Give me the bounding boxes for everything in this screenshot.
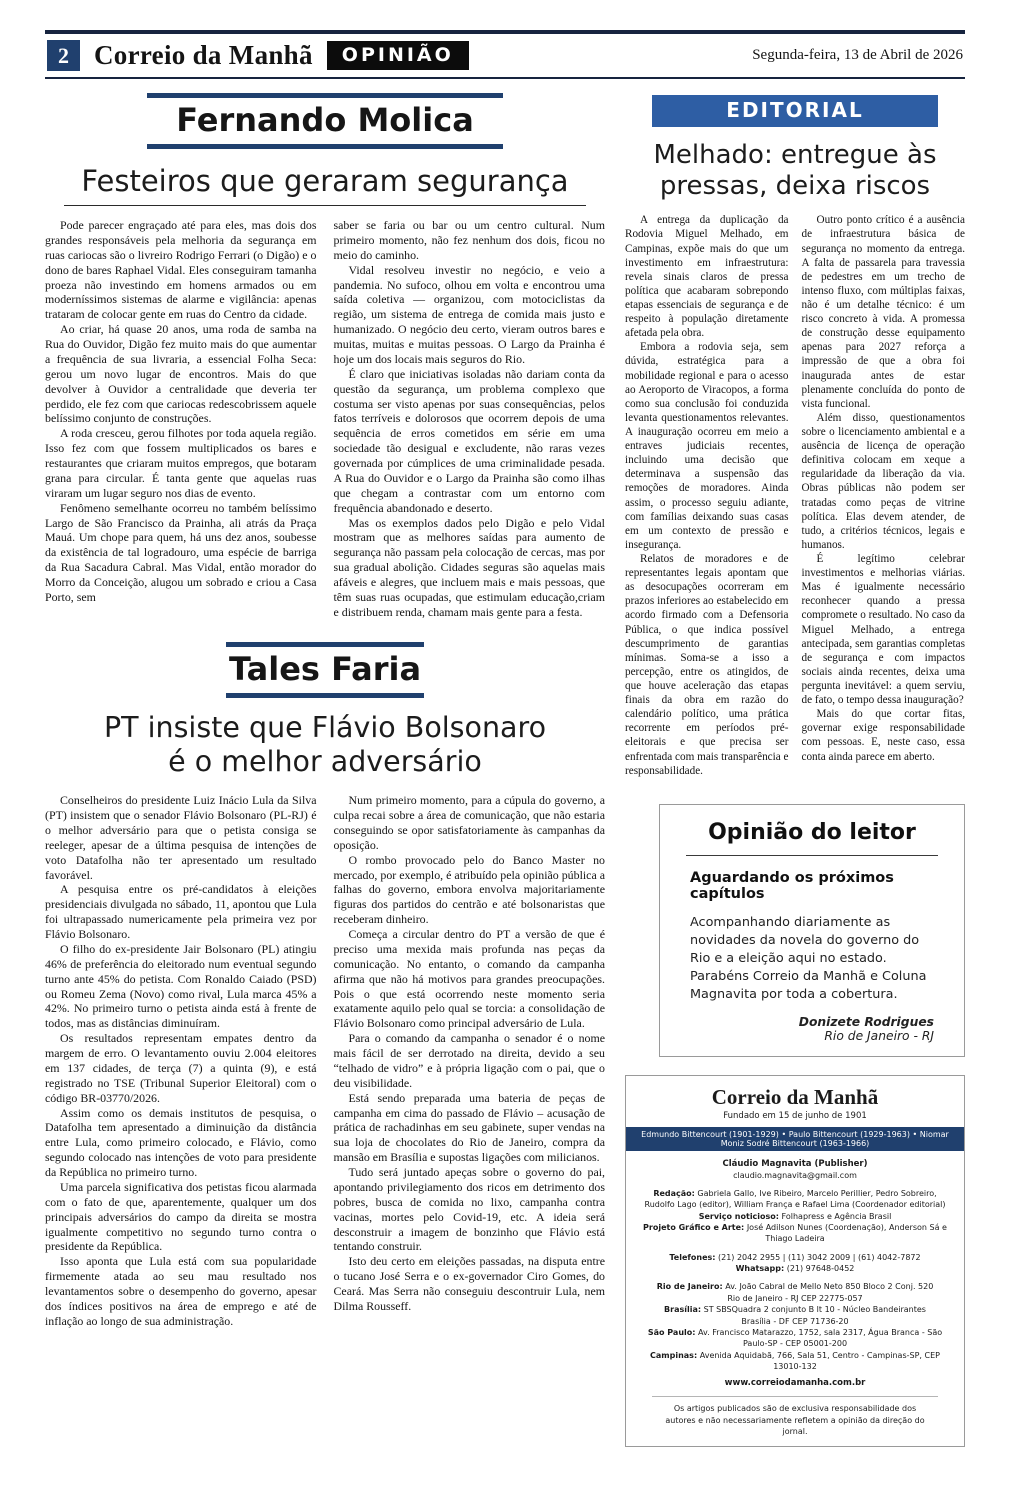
paragraph: Ao criar, há quase 20 anos, uma roda de samba na Rua do Ouvidor, Digão fez muito mais do que aumentar a frequência de sua livraria, a essencial Folha Seca: gerou um novo lugar de encontros. Mais do que devolver à Ouvidor a centralidade que deveria ter perdido, ele fez com que cariocas redescobrissem aquele belíssimo conjunto de construções. [45, 322, 317, 426]
molica-headline: Festeiros que geraram segurança [81, 164, 569, 198]
author-name-molica: Fernando Molica [176, 101, 474, 139]
molica-column-2 [334, 218, 606, 620]
editorial-column-1 [625, 213, 789, 777]
reader-letter-body: Acompanhando diariamente as novidades da novela do governo do Rio e a eleição aqui no estado. Parabéns Correio da Manhã e Coluna Magnavita por toda a cobertura. [690, 914, 927, 1003]
headline-underline [64, 205, 586, 206]
whatsapp-number: (21) 97648-0452 [786, 1264, 855, 1274]
rio-address-line [642, 1281, 948, 1292]
paragraph: O filho do ex-presidente Jair Bolsonaro (PL) atingiu 46% de preferência do eleitorado num eventual segundo turno ante 45% do petista. Com Ronaldo Caiado (PSD) ou Romeu Zema (Novo) como rival, Lula marca 45% a 42%. No primeiro turno o petista ainda está à frente de todos, mas as distâncias diminuíram. [45, 941, 317, 1031]
page-header [45, 30, 965, 79]
rio-address: Av. João Cabral de Mello Neto 850 Bloco 2 Conj. 520 [725, 1282, 934, 1292]
brasilia-address-line2: Brasília - DF CEP 71736-20 [741, 1316, 849, 1326]
paragraph: Conselheiros do presidente Luiz Inácio Lula da Silva (PT) insistem que o senador Flávio Bolsonaro (PL-RJ) é o melhor adversário para que o petista consiga se reeleger, apesar de a última pesquisa de intenções de voto Datafolha não ter apresentado um resultado favorável. [45, 793, 317, 882]
editorial-headline [625, 140, 965, 201]
paragraph: Começa a circular dentro do PT a versão de que é preciso uma mexida mais profunda nas peças da comunicação. No entanto, o comando da campanha afirma que não há motivos para grandes preocupações. Pois o que está ocorrendo neste momento seria exatamente aquilo pelo qual se torcia: a consolidação de Flávio Bolsonaro como principal adversário de Lula. [333, 927, 605, 1031]
servico-label: Serviço noticioso: [698, 1211, 779, 1221]
publisher-name: Cláudio Magnavita (Publisher) [722, 1158, 868, 1169]
paragraph: Relatos de moradores e de representantes legais apontam que as desocupações ocorreram em prazos inferiores ao estabelecido em acordo firmado com a Defensoria Pública, o que indica possível descumprimento de garantias mínimas. Soma-se a isso a percepção, entre os atingidos, de que houve aceleração das etapas finais da obra em razão do calendário político, uma prática recorrente em períodos pré-eleitorais e que precisa ser enfrentada com mais transparência e responsabilidade. [625, 552, 789, 777]
masthead-publisher-group [626, 1158, 964, 1181]
paragraph: Vidal resolveu investir no negócio, e veio a pandemia. No sufoco, olhou em volta e encontrou uma saída coletiva — organizou, com motociclistas da região, um sistema de entrega de comida mais justo e humanizado. O negócio deu certo, vieram outros bares e muitas, muitas e muitas pessoas. O Largo da Prainha é hoje um dos locais mais seguros do Rio. [333, 262, 605, 366]
paragraph: Isto deu certo em eleições passadas, na disputa entre o tucano José Serra e o ex-governador Ciro Gomes, do Ceará. Mas Serra não conseguiu descontruir Lula, nem Dilma Rousseff. [333, 1254, 605, 1313]
redacao-label: Redação: [653, 1188, 695, 1198]
paragraph: Assim como os demais institutos de pesquisa, o Datafolha tem apresentado a diminuição da distância entre Lula, como primeiro colocado, e Flávio, como segundo colocado nas intenções de voto para presidente da República no primeiro turno. [45, 1105, 317, 1180]
servico-line [642, 1211, 948, 1222]
paragraph: É claro que iniciativas isoladas não dariam conta da questão da segurança, um problema complexo que costuma ser visto apenas por suas consequências, pelos fatos terríveis e dolorosos que ocorrem depois de uma sequência de erros cometidos em série em uma sociedade tão desigual e excludente, não raras vezes governada por cúmplices de uma criminalidade pesada. A Rua do Ouvidor e o Largo da Prainha são como ilhas que chegam a contrastar com um entorno com frequência abandonado e deserto. [333, 366, 605, 515]
campinas-address-line [642, 1350, 948, 1373]
paragraph: Embora a rodovia seja, sem dúvida, estratégica para a mobilidade regional e para o acesso ao Aeroporto de Viracopos, a forma como sua conclusão foi conduzida levanta questionamentos relevantes. A inauguração ocorreu em meio a entraves judiciais recentes, incluindo uma decisão que determinava a suspensão das remoções de moradores. Ainda assim, o processo seguiu adiante, com famílias deixando suas casas em um contexto de pressão e insegurança. [625, 341, 789, 551]
paragraph: A pesquisa entre os pré-candidatos à eleições presidenciais divulgada no sábado, 11, apontou que Lula foi ultrapassado numericamente pela primeira vez por Flávio Bolsonaro. [45, 882, 317, 942]
reader-opinion-box [659, 804, 965, 1057]
masthead-disclaimer: Os artigos publicados são de exclusiva responsabilidade dos autores e não necessariamente refletem a opinião da direção do jornal. [652, 1396, 938, 1446]
editorial-column-2 [802, 213, 966, 777]
telefones-label: Telefones: [669, 1252, 716, 1262]
rio-label: Rio de Janeiro: [656, 1282, 723, 1292]
tales-headline-line1: PT insiste que Flávio Bolsonaro [103, 710, 547, 744]
reader-opinion-title: Opinião do leitor [686, 820, 938, 856]
masthead-box [625, 1075, 965, 1447]
tales-column-2 [334, 793, 606, 1329]
paragraph: Mais do que cortar fitas, governar exige responsabilidade com pessoas. E, neste caso, essa conta ainda parece em aberto. [801, 708, 965, 763]
projeto-label: Projeto Gráfico e Arte: [643, 1223, 745, 1232]
masthead-contacts-group [626, 1252, 964, 1275]
masthead-founders-bar: Edmundo Bittencourt (1901-1929) • Paulo Bittencourt (1929-1963) • Niomar Moniz Sodré Bittencourt (1963-1966) [626, 1127, 964, 1151]
sp-address-line [642, 1327, 948, 1350]
paragraph: Fenômeno semelhante ocorreu no também belíssimo Largo de São Francisco da Prainha, ali atrás da Praça Mauá. Um chope para quem, há uns dez anos, soubesse da existência de tal logradouro, uma espécie de barriga da Rua Sacadura Cabral. Mas Vidal, então morador do Morro da Conceição, alugou um sobrado e criou a Casa Porto, sem [45, 500, 317, 604]
paragraph: Mas os exemplos dados pelo Digão e pelo Vidal mostram que as melhores saídas para aumento de segurança não passam pela colocação de cercas, mas por sua gradual abolição. Cidades seguras são aquelas mais afáveis e alegres, que incluem mais e mais pessoas, que têm suas ruas ocupadas, que estimulam educação,criam e distribuem renda, chamam mais gente para a festa. [333, 515, 605, 619]
brasilia-label: Brasília: [664, 1305, 702, 1315]
paragraph: Está sendo preparada uma bateria de peças de campanha em cima do passado de Flávio – acusação de prática de rachadinhas em seu gabinete, super vendas na sua loja de chocolates do Rio de Janeiro, compra da mansão em Brasília e supostas ligações com milicianos. [333, 1090, 605, 1165]
campinas-address: Avenida Aquidabã, 766, Sala 51, Centro - Campinas-SP, CEP 13010-132 [699, 1350, 940, 1371]
author-name-tales: Tales Faria [228, 649, 422, 688]
redacao-line [642, 1188, 948, 1211]
rio-address-line2: Rio de Janeiro - RJ CEP 22775-057 [727, 1293, 863, 1303]
paragraph: Os resultados representam empates dentro da margem de erro. O levantamento ouviu 2.004 eleitores em 137 cidades, de terça (7) a quinta (9), e está registrado no TSE (Tribunal Superior Eleitoral) com o código BR-03770/2026. [45, 1031, 317, 1105]
edition-date: Segunda-feira, 13 de Abril de 2026 [752, 47, 963, 63]
paragraph: Num primeiro momento, para a cúpula do governo, a culpa recai sobre a área de comunicação, que não estaria conseguindo se opor satisfatoriamente às campanhas da oposição. [333, 793, 605, 852]
molica-author-block [45, 93, 605, 149]
page-number: 2 [47, 40, 80, 71]
campinas-label: Campinas: [650, 1350, 698, 1360]
tales-headline [45, 711, 605, 781]
author-rule-bottom [226, 693, 424, 698]
page-content [45, 93, 965, 1447]
whatsapp-label: Whatsapp: [735, 1264, 785, 1274]
masthead-addresses-group [626, 1281, 964, 1388]
servico-names: Folhapress e Agência Brasil [781, 1211, 892, 1221]
telefones-numbers: (21) 2042 2955 | (11) 3042 2009 | (61) 4042-7872 [718, 1252, 921, 1262]
molica-article [45, 218, 605, 620]
paragraph: Pode parecer engraçado até para eles, mas dois dos grandes responsáveis pela melhoria da segurança em ruas cariocas são o livreiro Rodrigo Ferrari (o Digão) e o dono de bares Raphael Vidal. Eles conseguiram tamanha proeza não investindo em homens armados ou em moderníssimos sistemas de alarme e vigilância: apenas trataram de colocar gente em ruas do Centro da cidade. [45, 218, 317, 322]
paragraph: Isso aponta que Lula está com sua popularidade firmemente atada ao seu mau resultado nos levantamentos sobre o desempenho do governo, apesar dos índices positivos na área de emprego e até de inflação ao longo de sua administração. [45, 1254, 317, 1328]
publisher-email: claudio.magnavita@gmail.com [733, 1170, 857, 1180]
paragraph: Para o comando da campanha o senador é o nome mais fácil de ser derrotado na direita, devido a seu “telhado de vidro” e à própria ligação com o pai, que o deu visibilidade. [333, 1031, 605, 1090]
paragraph: Outro ponto crítico é a ausência de infraestrutura básica de segurança no momento da entrega. A falta de passarela para travessia de pedestres em um trecho de intenso fluxo, com múltiplas faixas, não é um detalhe técnico: é um risco concreto à vida. A promessa de construção desse equipamento apenas para 2027 reforça a impressão de que a obra foi inaugurada antes de estar plenamente concluída do ponto de vista funcional. [801, 214, 965, 410]
projeto-names: José Adilson Nunes (Coordenação), Anderson Sá e Thiago Ladeira [746, 1223, 947, 1244]
editorial-headline-line2: pressas, deixa riscos [659, 170, 931, 201]
reader-letter-signature [678, 1015, 946, 1043]
paragraph: saber se faria ou bar ou um centro cultural. Num primeiro momento, não fez nenhum dos dois, ficou no meio do caminho. [333, 218, 605, 262]
paragraph: Além disso, questionamentos sobre o licenciamento ambiental e a ausência de licença de operação definitiva colocam em xeque a regularidade da liberação da via. Obras públicas não podem ser tratadas como peças de vitrine política. Elas devem atender, de tudo, a critérios técnicos, legais e humanos. [801, 411, 965, 551]
signature-place: Rio de Janeiro - RJ [824, 1028, 934, 1043]
paragraph: A entrega da duplicação da Rodovia Miguel Melhado, em Campinas, expõe mais do que um investimento em infraestrutura: revela sinais claros de pressa política que acabaram sobrepondo etapas essenciais de segurança e de respeito à população diretamente afetada pela obra. [625, 214, 789, 340]
brasilia-address-line [642, 1304, 948, 1315]
paragraph: O rombo provocado pelo do Banco Master no mercado, por exemplo, é atribuído pela opinião pública a falhas do governo, embora envolva majoritariamente figuras dos partidos do centrão e até bolsonaristas que receberam dinheiro. [333, 852, 605, 927]
paragraph: A roda cresceu, gerou filhotes por toda aquela região. Isso fez com que fossem multiplicados os bares e restaurantes que criaram muitos empregos, que botaram grana para circular. É tanta gente que aquelas ruas viraram um lugar seguro nos dias de evento. [45, 426, 317, 500]
whatsapp-line [642, 1263, 948, 1274]
editorial-headline-line1: Melhado: entregue às [653, 140, 937, 170]
sp-label: São Paulo: [647, 1327, 696, 1337]
paragraph: Tudo será juntado apeças sobre o governo do pai, apontando privilegiamento dos ricos em detrimento dos pobres, busca de comida no lixo, campanha contra vacinas, mortes pelo Covid-19, etc. A ideia será desconstruir a imagem de bonzinho que Flávio está tentando construir. [333, 1165, 605, 1254]
masthead-brand: Correio da Manhã [711, 1084, 879, 1109]
telefones-line [642, 1252, 948, 1263]
molica-column-1 [45, 218, 317, 620]
section-badge: OPINIÃO [327, 41, 469, 70]
paragraph: Uma parcela significativa dos petistas ficou alarmada com o fato de que, aparentemente, qualquer um dos principais adversários do campo da direita se mostra igualmente competitivo no segundo turno contra o presidente da República. [45, 1179, 317, 1254]
projeto-line [642, 1222, 948, 1245]
editorial-article [625, 213, 965, 777]
website-url: www.correiodamanha.com.br [724, 1378, 866, 1389]
tales-column-1 [45, 793, 317, 1329]
tales-article [45, 793, 605, 1329]
brand-logo: Correio da Manhã [94, 40, 313, 70]
tales-headline-line2: é o melhor adversário [168, 745, 482, 779]
paragraph: É legítimo celebrar investimentos e melhorias viárias. Mas é igualmente necessário reconhecer quando a pressa compromete o resultado. No caso da Miguel Melhado, a entrega antecipada, sem garantias completas de segurança e com impactos sociais ainda recentes, deixa uma pergunta inevitável: a quem serviu, de fato, o tempo dessa inauguração? [801, 552, 965, 707]
author-rule-bottom [147, 144, 503, 149]
sp-address: Av. Francisco Matarazzo, 1752, sala 2317, Água Branca - São Paulo-SP - CEP 05001-200 [698, 1327, 943, 1349]
tales-author-block [45, 642, 605, 698]
signature-name: Donizete Rodrigues [798, 1014, 934, 1029]
brasilia-address: ST SBSQuadra 2 conjunto B lt 10 - Núcleo Bandeirantes [703, 1305, 926, 1315]
masthead-staff-group [626, 1188, 964, 1245]
redacao-names: Gabriela Gallo, Ive Ribeiro, Marcelo Perillier, Pedro Sobreiro, Rudolfo Lago (editor), William França e Rafael Lima (Coordenador editorial) [644, 1188, 946, 1210]
masthead-founded: Fundado em 15 de junho de 1901 [723, 1110, 867, 1121]
reader-letter-title: Aguardando os próximos capítulos [690, 869, 894, 902]
right-section [625, 93, 965, 1447]
editorial-label: EDITORIAL [652, 95, 938, 127]
left-section [45, 93, 605, 1447]
